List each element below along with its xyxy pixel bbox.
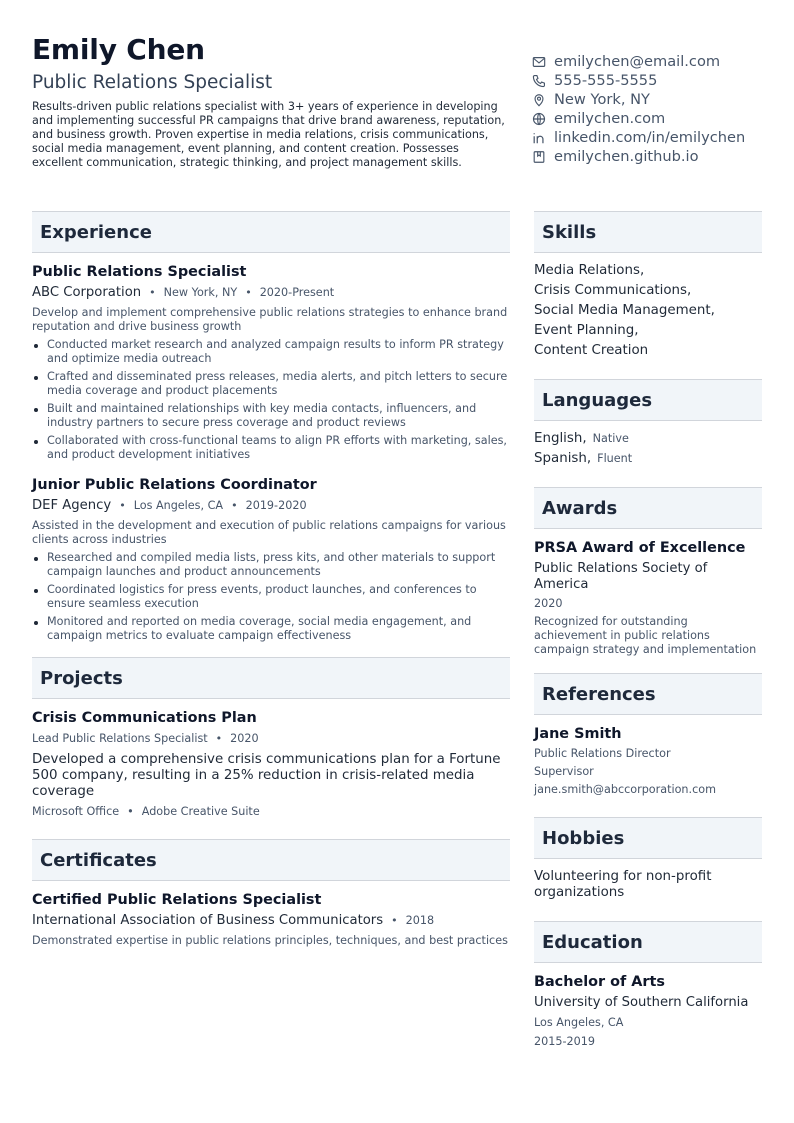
mail-icon (532, 55, 546, 69)
reference-relation: Supervisor (534, 765, 594, 778)
language-item (534, 449, 762, 469)
experience-section (32, 253, 510, 643)
award-date: 2020 (534, 597, 563, 610)
summary-text: Results-driven public relations specialist with 3+ years of experience in developing and implementing successful PR campaigns that drive brand awareness, reputation, and business growth. Proven expertise in media relations, crisis communications, social media management, event planning, and content creation. Possesses excellent communication, strategic thinking, and project management skills. (32, 100, 505, 169)
reference-title: Public Relations Director (534, 747, 671, 760)
certificate-description: Demonstrated expertise in public relations principles, techniques, and best practices (32, 934, 508, 947)
email-text: emilychen@email.com (554, 53, 721, 70)
experience-heading: Experience (32, 211, 510, 253)
linkedin-text: linkedin.com/in/emilychen (554, 129, 746, 146)
skill-item: Event Planning, (534, 323, 639, 338)
hobby-item: Volunteering for non-profit organizations (534, 869, 712, 900)
reference-name: Jane Smith (534, 726, 622, 742)
linkedin-icon (532, 131, 546, 145)
separator-dot: • (149, 286, 156, 299)
job-location: New York, NY (163, 286, 238, 299)
language-level: Fluent (597, 452, 633, 465)
project-tools (32, 805, 510, 819)
skills-heading: Skills (534, 211, 762, 253)
award-title: PRSA Award of Excellence (534, 540, 746, 556)
contact-phone[interactable] (532, 71, 762, 90)
location-pin-icon (532, 93, 546, 107)
job-title: Public Relations Specialist (32, 264, 247, 280)
header-identity (32, 32, 506, 207)
education-heading: Education (534, 921, 762, 963)
company-name: DEF Agency (32, 498, 112, 513)
language-item (534, 429, 762, 449)
side-column (534, 211, 762, 1049)
award-issuer: Public Relations Society of America (534, 561, 708, 592)
contact-info (532, 52, 762, 207)
job-meta (32, 284, 510, 302)
job-meta (32, 497, 510, 515)
phone-icon (532, 74, 546, 88)
education-dates: 2015-2019 (534, 1035, 595, 1048)
job-description: Develop and implement comprehensive public relations strategies to enhance brand reputation and drive business growth (32, 306, 508, 333)
project-role: Lead Public Relations Specialist (32, 732, 208, 745)
language-name: English, (534, 431, 587, 446)
skill-item: Content Creation (534, 343, 649, 358)
contact-linkedin[interactable] (532, 128, 762, 147)
certificates-heading: Certificates (32, 839, 510, 881)
certificate-item (32, 891, 510, 948)
skill-item: Social Media Management, (534, 303, 715, 318)
location-text: New York, NY (554, 91, 650, 108)
contact-github[interactable] (532, 147, 762, 166)
job-bullets (32, 551, 510, 643)
separator-dot: • (127, 805, 134, 818)
candidate-headline: Public Relations Specialist (32, 72, 273, 93)
separator-dot: • (119, 499, 126, 512)
school-name: University of Southern California (534, 995, 749, 1010)
education-location: Los Angeles, CA (534, 1016, 624, 1029)
job-bullets (32, 338, 510, 462)
experience-item (32, 263, 510, 462)
project-description: Developed a comprehensive crisis communications plan for a Fortune 500 company, resulting in a 25% reduction in crisis-related media coverage (32, 752, 501, 799)
github-text: emilychen.github.io (554, 148, 699, 165)
bullet-item: Coordinated logistics for press events, product launches, and conferences to ensure seamless execution (32, 583, 510, 611)
resume-header (32, 32, 762, 207)
bookmark-icon (532, 150, 546, 164)
awards-heading: Awards (534, 487, 762, 529)
project-title: Crisis Communications Plan (32, 710, 257, 726)
separator-dot: • (245, 286, 252, 299)
contact-email[interactable] (532, 52, 762, 71)
bullet-item: Conducted market research and analyzed campaign results to inform PR strategy and optimize media outreach (32, 338, 510, 366)
awards-section (534, 529, 762, 657)
language-name: Spanish, (534, 451, 592, 466)
award-description: Recognized for outstanding achievement in public relations campaign strategy and implementation (534, 615, 757, 656)
website-text: emilychen.com (554, 110, 666, 127)
certificate-title: Certified Public Relations Specialist (32, 892, 322, 908)
experience-item (32, 476, 510, 643)
skills-section (534, 253, 762, 361)
separator-dot: • (391, 914, 398, 927)
globe-icon (532, 112, 546, 126)
degree-title: Bachelor of Arts (534, 974, 665, 990)
project-item (32, 709, 510, 819)
certificate-date: 2018 (405, 914, 435, 927)
bullet-item: Collaborated with cross-functional teams to align PR efforts with marketing, sales, and product development initiatives (32, 434, 510, 462)
certificate-meta (32, 912, 510, 930)
bullet-item: Built and maintained relationships with key media contacts, influencers, and industry partners to secure press coverage and product reviews (32, 402, 510, 430)
certificates-section (32, 881, 510, 948)
references-heading: References (534, 673, 762, 715)
job-description: Assisted in the development and execution of public relations campaigns for various clients across industries (32, 519, 506, 546)
candidate-name: Emily Chen (32, 33, 205, 66)
projects-heading: Projects (32, 657, 510, 699)
tool-item: Adobe Creative Suite (141, 805, 260, 818)
language-level: Native (592, 432, 629, 445)
resume-page (32, 32, 762, 1048)
separator-dot: • (215, 732, 223, 745)
job-title: Junior Public Relations Coordinator (32, 477, 317, 493)
reference-email: jane.smith@abccorporation.com (534, 783, 716, 796)
project-meta (32, 730, 510, 748)
skill-item: Media Relations, (534, 263, 645, 278)
job-dates: 2019-2020 (245, 499, 307, 512)
separator-dot: • (231, 499, 238, 512)
certificate-issuer: International Association of Business Communicators (32, 913, 384, 928)
skill-item: Crisis Communications, (534, 283, 692, 298)
phone-text: 555-555-5555 (554, 72, 658, 89)
bullet-item: Monitored and reported on media coverage, social media engagement, and campaign metrics to evaluate campaign effectiveness (32, 615, 510, 643)
hobbies-section (534, 859, 762, 901)
bullet-item: Crafted and disseminated press releases, media alerts, and pitch letters to secure media coverage and product placements (32, 370, 510, 398)
company-name: ABC Corporation (32, 285, 142, 300)
bullet-item: Researched and compiled media lists, press kits, and other materials to support campaign launches and product announcements (32, 551, 510, 579)
references-section (534, 715, 762, 797)
job-location: Los Angeles, CA (133, 499, 224, 512)
project-date: 2020 (230, 732, 259, 745)
contact-location (532, 90, 762, 109)
hobbies-heading: Hobbies (534, 817, 762, 859)
tool-item: Microsoft Office (32, 805, 120, 818)
languages-heading: Languages (534, 379, 762, 421)
education-section (534, 963, 762, 1049)
contact-website[interactable] (532, 109, 762, 128)
main-column (32, 211, 510, 948)
projects-section (32, 699, 510, 819)
job-dates: 2020-Present (259, 286, 335, 299)
languages-section (534, 421, 762, 469)
